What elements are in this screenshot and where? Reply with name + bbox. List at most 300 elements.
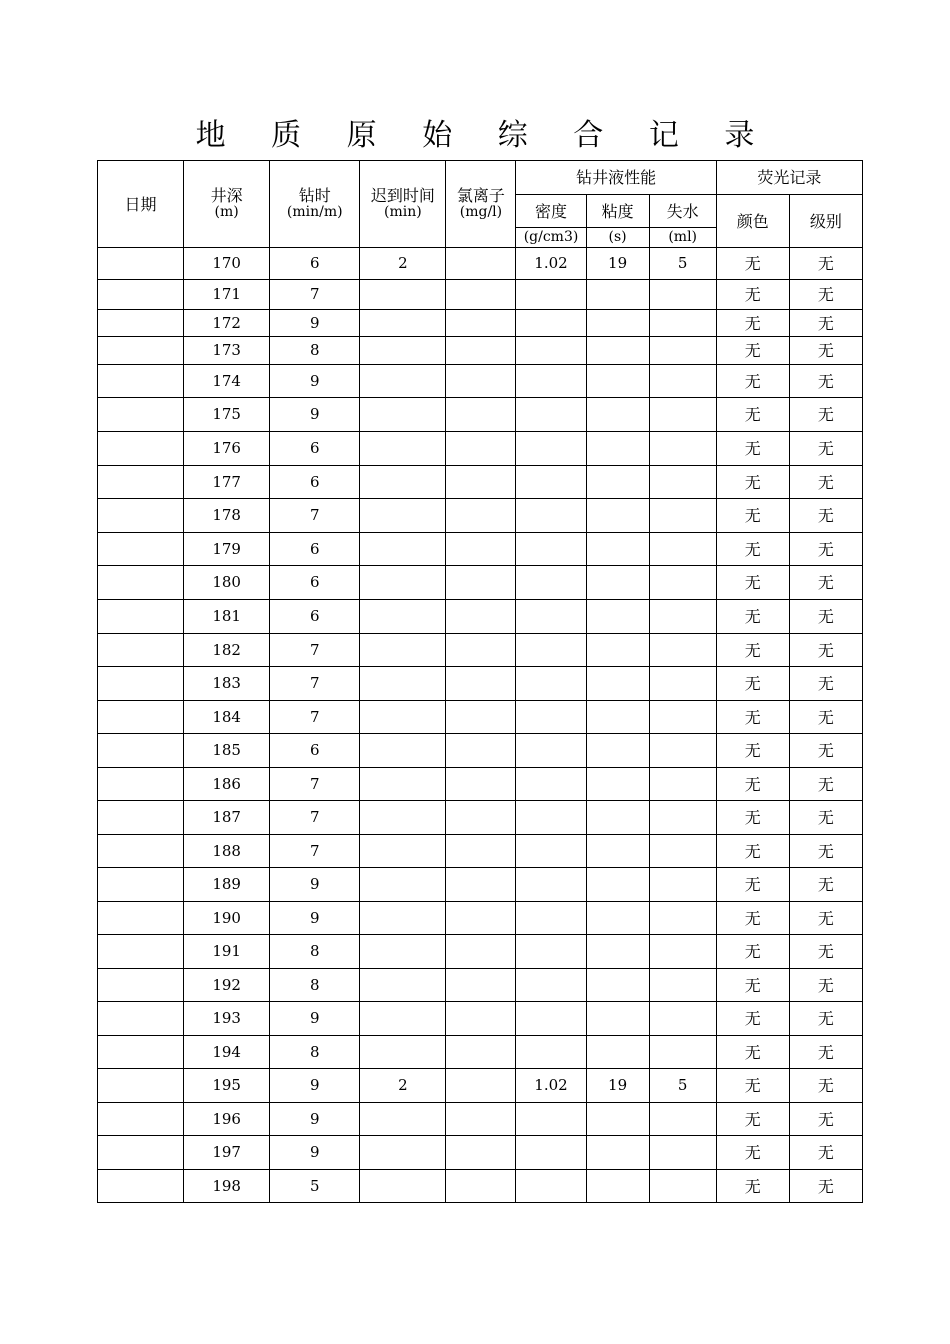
- cell-drill-time: 7: [270, 280, 360, 310]
- cell-viscosity: [586, 868, 649, 902]
- cell-water-loss: [649, 969, 716, 1002]
- cell-drill-time: 9: [270, 365, 360, 398]
- cell-color: 无: [716, 499, 789, 533]
- cell-level: 无: [789, 600, 862, 634]
- cell-lag-time: [360, 634, 446, 667]
- cell-drill-time: 9: [270, 398, 360, 432]
- cell-water-loss: [649, 1036, 716, 1069]
- cell-lag-time: 2: [360, 1069, 446, 1103]
- cell-level: 无: [789, 935, 862, 969]
- cell-chloride: [446, 499, 516, 533]
- cell-date: [98, 634, 184, 667]
- cell-level: 无: [789, 310, 862, 337]
- table-row: [98, 248, 863, 280]
- cell-drill-time: 9: [270, 1136, 360, 1170]
- cell-date: [98, 533, 184, 566]
- table-row: [98, 1002, 863, 1036]
- cell-level: 无: [789, 902, 862, 935]
- cell-water-loss: 5: [649, 1069, 716, 1103]
- cell-level: 无: [789, 337, 862, 365]
- cell-density: [516, 337, 586, 365]
- header-drill-time: 钻时 (min/m): [270, 161, 360, 248]
- cell-water-loss: [649, 667, 716, 701]
- cell-date: [98, 466, 184, 499]
- cell-depth: 172: [184, 310, 270, 337]
- cell-depth: 175: [184, 398, 270, 432]
- cell-viscosity: [586, 734, 649, 768]
- cell-density: [516, 398, 586, 432]
- cell-density: [516, 1103, 586, 1136]
- cell-chloride: [446, 969, 516, 1002]
- cell-lag-time: [360, 398, 446, 432]
- cell-drill-time: 6: [270, 566, 360, 600]
- cell-density: [516, 835, 586, 868]
- cell-lag-time: [360, 1002, 446, 1036]
- cell-level: 无: [789, 1036, 862, 1069]
- cell-date: [98, 310, 184, 337]
- cell-water-loss: [649, 280, 716, 310]
- table-row: [98, 801, 863, 835]
- cell-water-loss: [649, 634, 716, 667]
- cell-color: 无: [716, 310, 789, 337]
- cell-lag-time: [360, 868, 446, 902]
- cell-chloride: [446, 566, 516, 600]
- cell-lag-time: [360, 1170, 446, 1203]
- cell-viscosity: [586, 337, 649, 365]
- cell-color: 无: [716, 248, 789, 280]
- cell-lag-time: [360, 499, 446, 533]
- cell-water-loss: [649, 1002, 716, 1036]
- table-row: [98, 337, 863, 365]
- cell-drill-time: 7: [270, 701, 360, 734]
- cell-depth: 176: [184, 432, 270, 466]
- cell-drill-time: 9: [270, 1002, 360, 1036]
- cell-depth: 191: [184, 935, 270, 969]
- cell-level: 无: [789, 1170, 862, 1203]
- cell-viscosity: [586, 935, 649, 969]
- geology-record-table: [97, 160, 863, 1203]
- cell-drill-time: 7: [270, 835, 360, 868]
- cell-depth: 185: [184, 734, 270, 768]
- cell-density: [516, 432, 586, 466]
- cell-viscosity: 19: [586, 248, 649, 280]
- cell-level: 无: [789, 634, 862, 667]
- cell-chloride: [446, 1170, 516, 1203]
- cell-drill-time: 6: [270, 432, 360, 466]
- cell-chloride: [446, 634, 516, 667]
- table-row: [98, 1136, 863, 1170]
- cell-density: [516, 634, 586, 667]
- cell-depth: 197: [184, 1136, 270, 1170]
- cell-drill-time: 9: [270, 1069, 360, 1103]
- cell-color: 无: [716, 1069, 789, 1103]
- cell-level: 无: [789, 868, 862, 902]
- cell-color: 无: [716, 1103, 789, 1136]
- cell-chloride: [446, 365, 516, 398]
- header-water-loss-unit: (ml): [649, 228, 716, 248]
- cell-chloride: [446, 248, 516, 280]
- cell-lag-time: [360, 365, 446, 398]
- cell-lag-time: [360, 337, 446, 365]
- cell-drill-time: 7: [270, 667, 360, 701]
- cell-water-loss: [649, 600, 716, 634]
- cell-chloride: [446, 835, 516, 868]
- cell-depth: 198: [184, 1170, 270, 1203]
- cell-lag-time: [360, 280, 446, 310]
- cell-depth: 188: [184, 835, 270, 868]
- cell-depth: 189: [184, 868, 270, 902]
- cell-level: 无: [789, 801, 862, 835]
- cell-depth: 173: [184, 337, 270, 365]
- cell-depth: 183: [184, 667, 270, 701]
- cell-depth: 184: [184, 701, 270, 734]
- cell-date: [98, 701, 184, 734]
- cell-drill-time: 6: [270, 600, 360, 634]
- cell-color: 无: [716, 667, 789, 701]
- table-row: [98, 1069, 863, 1103]
- cell-date: [98, 1103, 184, 1136]
- cell-water-loss: [649, 432, 716, 466]
- cell-drill-time: 9: [270, 310, 360, 337]
- table-row: [98, 667, 863, 701]
- cell-color: 无: [716, 868, 789, 902]
- cell-drill-time: 9: [270, 902, 360, 935]
- cell-water-loss: [649, 533, 716, 566]
- cell-chloride: [446, 701, 516, 734]
- header-depth: 井深 (m): [184, 161, 270, 248]
- cell-lag-time: [360, 466, 446, 499]
- cell-chloride: [446, 432, 516, 466]
- cell-color: 无: [716, 969, 789, 1002]
- cell-viscosity: [586, 969, 649, 1002]
- cell-drill-time: 6: [270, 734, 360, 768]
- header-lag-time: 迟到时间 (min): [360, 161, 446, 248]
- cell-viscosity: [586, 634, 649, 667]
- cell-drill-time: 5: [270, 1170, 360, 1203]
- cell-color: 无: [716, 365, 789, 398]
- cell-lag-time: [360, 768, 446, 801]
- cell-drill-time: 9: [270, 1103, 360, 1136]
- header-fluor-group: 荧光记录: [716, 161, 862, 195]
- cell-depth: 192: [184, 969, 270, 1002]
- cell-water-loss: 5: [649, 248, 716, 280]
- cell-viscosity: [586, 801, 649, 835]
- cell-date: [98, 835, 184, 868]
- cell-density: [516, 768, 586, 801]
- cell-water-loss: [649, 835, 716, 868]
- table-row: [98, 600, 863, 634]
- cell-color: 无: [716, 432, 789, 466]
- cell-level: 无: [789, 734, 862, 768]
- cell-date: [98, 248, 184, 280]
- cell-water-loss: [649, 801, 716, 835]
- cell-lag-time: [360, 969, 446, 1002]
- cell-date: [98, 768, 184, 801]
- table-row: [98, 768, 863, 801]
- cell-density: [516, 466, 586, 499]
- cell-color: 无: [716, 835, 789, 868]
- cell-lag-time: [360, 935, 446, 969]
- table-row: [98, 566, 863, 600]
- cell-level: 无: [789, 499, 862, 533]
- table-row: [98, 432, 863, 466]
- cell-level: 无: [789, 365, 862, 398]
- table-row: [98, 701, 863, 734]
- cell-lag-time: [360, 432, 446, 466]
- cell-viscosity: [586, 466, 649, 499]
- header-viscosity: 粘度: [586, 195, 649, 228]
- cell-chloride: [446, 667, 516, 701]
- cell-viscosity: [586, 1136, 649, 1170]
- table-row: [98, 280, 863, 310]
- cell-color: 无: [716, 337, 789, 365]
- cell-color: 无: [716, 1002, 789, 1036]
- table-row: [98, 365, 863, 398]
- cell-chloride: [446, 734, 516, 768]
- cell-lag-time: [360, 1036, 446, 1069]
- cell-date: [98, 801, 184, 835]
- cell-color: 无: [716, 398, 789, 432]
- header-viscosity-unit: (s): [586, 228, 649, 248]
- header-water-loss: 失水: [649, 195, 716, 228]
- cell-chloride: [446, 1036, 516, 1069]
- cell-depth: 174: [184, 365, 270, 398]
- cell-lag-time: [360, 566, 446, 600]
- cell-chloride: [446, 1002, 516, 1036]
- header-chloride: 氯离子 (mg/l): [446, 161, 516, 248]
- cell-color: 无: [716, 701, 789, 734]
- cell-chloride: [446, 600, 516, 634]
- cell-level: 无: [789, 432, 862, 466]
- cell-color: 无: [716, 466, 789, 499]
- cell-chloride: [446, 902, 516, 935]
- cell-density: 1.02: [516, 1069, 586, 1103]
- cell-color: 无: [716, 1136, 789, 1170]
- cell-lag-time: [360, 1136, 446, 1170]
- cell-date: [98, 365, 184, 398]
- cell-viscosity: [586, 365, 649, 398]
- cell-viscosity: [586, 768, 649, 801]
- cell-depth: 193: [184, 1002, 270, 1036]
- cell-viscosity: [586, 600, 649, 634]
- header-color: 颜色: [716, 195, 789, 248]
- cell-level: 无: [789, 280, 862, 310]
- cell-water-loss: [649, 1136, 716, 1170]
- cell-lag-time: [360, 600, 446, 634]
- cell-level: 无: [789, 667, 862, 701]
- cell-viscosity: [586, 1170, 649, 1203]
- cell-viscosity: [586, 310, 649, 337]
- cell-density: [516, 1136, 586, 1170]
- cell-water-loss: [649, 466, 716, 499]
- cell-level: 无: [789, 1103, 862, 1136]
- cell-date: [98, 280, 184, 310]
- cell-color: 无: [716, 634, 789, 667]
- cell-viscosity: [586, 902, 649, 935]
- cell-lag-time: [360, 902, 446, 935]
- cell-depth: 181: [184, 600, 270, 634]
- cell-lag-time: [360, 667, 446, 701]
- cell-lag-time: [360, 310, 446, 337]
- header-fluid-group: 钻井液性能: [516, 161, 716, 195]
- table-row: [98, 533, 863, 566]
- cell-level: 无: [789, 969, 862, 1002]
- cell-depth: 182: [184, 634, 270, 667]
- header-row-1: [98, 161, 863, 195]
- cell-water-loss: [649, 365, 716, 398]
- cell-level: 无: [789, 398, 862, 432]
- table-row: [98, 310, 863, 337]
- cell-drill-time: 7: [270, 634, 360, 667]
- cell-density: [516, 935, 586, 969]
- cell-level: 无: [789, 566, 862, 600]
- table-row: [98, 868, 863, 902]
- cell-date: [98, 1170, 184, 1203]
- cell-density: [516, 868, 586, 902]
- cell-lag-time: [360, 734, 446, 768]
- cell-level: 无: [789, 1002, 862, 1036]
- table-row: [98, 1036, 863, 1069]
- cell-level: 无: [789, 1136, 862, 1170]
- cell-date: [98, 1069, 184, 1103]
- cell-lag-time: [360, 835, 446, 868]
- cell-density: [516, 499, 586, 533]
- cell-date: [98, 432, 184, 466]
- cell-color: 无: [716, 1036, 789, 1069]
- cell-density: [516, 365, 586, 398]
- cell-water-loss: [649, 868, 716, 902]
- table-row: [98, 1103, 863, 1136]
- cell-water-loss: [649, 337, 716, 365]
- header-level: 级别: [789, 195, 862, 248]
- page-title: 地 质 原 始 综 合 记 录: [195, 118, 773, 153]
- cell-date: [98, 499, 184, 533]
- table-row: [98, 935, 863, 969]
- cell-viscosity: [586, 432, 649, 466]
- cell-depth: 180: [184, 566, 270, 600]
- cell-color: 无: [716, 280, 789, 310]
- cell-date: [98, 1036, 184, 1069]
- cell-level: 无: [789, 701, 862, 734]
- cell-level: 无: [789, 248, 862, 280]
- cell-depth: 187: [184, 801, 270, 835]
- cell-drill-time: 8: [270, 935, 360, 969]
- cell-date: [98, 667, 184, 701]
- cell-chloride: [446, 1069, 516, 1103]
- cell-color: 无: [716, 734, 789, 768]
- cell-color: 无: [716, 902, 789, 935]
- cell-date: [98, 1136, 184, 1170]
- cell-chloride: [446, 768, 516, 801]
- cell-density: [516, 1170, 586, 1203]
- cell-water-loss: [649, 310, 716, 337]
- cell-viscosity: [586, 566, 649, 600]
- cell-date: [98, 1002, 184, 1036]
- cell-density: [516, 701, 586, 734]
- cell-date: [98, 868, 184, 902]
- cell-color: 无: [716, 935, 789, 969]
- cell-chloride: [446, 868, 516, 902]
- cell-date: [98, 337, 184, 365]
- cell-depth: 171: [184, 280, 270, 310]
- cell-date: [98, 398, 184, 432]
- cell-drill-time: 8: [270, 337, 360, 365]
- cell-drill-time: 7: [270, 768, 360, 801]
- cell-viscosity: [586, 1036, 649, 1069]
- cell-chloride: [446, 801, 516, 835]
- cell-date: [98, 902, 184, 935]
- cell-drill-time: 6: [270, 248, 360, 280]
- cell-water-loss: [649, 734, 716, 768]
- cell-drill-time: 9: [270, 868, 360, 902]
- cell-date: [98, 969, 184, 1002]
- cell-date: [98, 566, 184, 600]
- cell-level: 无: [789, 533, 862, 566]
- table-row: [98, 634, 863, 667]
- table-row: [98, 466, 863, 499]
- cell-viscosity: [586, 835, 649, 868]
- cell-chloride: [446, 1136, 516, 1170]
- cell-viscosity: [586, 398, 649, 432]
- cell-water-loss: [649, 902, 716, 935]
- cell-density: [516, 280, 586, 310]
- cell-viscosity: [586, 280, 649, 310]
- table-row: [98, 1170, 863, 1203]
- cell-drill-time: 8: [270, 1036, 360, 1069]
- cell-drill-time: 7: [270, 801, 360, 835]
- cell-chloride: [446, 280, 516, 310]
- cell-density: [516, 600, 586, 634]
- cell-drill-time: 7: [270, 499, 360, 533]
- cell-viscosity: [586, 499, 649, 533]
- cell-density: [516, 310, 586, 337]
- cell-chloride: [446, 337, 516, 365]
- cell-color: 无: [716, 566, 789, 600]
- cell-density: [516, 969, 586, 1002]
- cell-date: [98, 600, 184, 634]
- cell-water-loss: [649, 1170, 716, 1203]
- cell-lag-time: [360, 1103, 446, 1136]
- cell-chloride: [446, 466, 516, 499]
- cell-depth: 186: [184, 768, 270, 801]
- cell-density: [516, 734, 586, 768]
- cell-color: 无: [716, 768, 789, 801]
- cell-water-loss: [649, 768, 716, 801]
- cell-chloride: [446, 533, 516, 566]
- table-row: [98, 969, 863, 1002]
- cell-drill-time: 6: [270, 466, 360, 499]
- header-density-unit: (g/cm3): [516, 228, 586, 248]
- cell-density: [516, 1036, 586, 1069]
- cell-chloride: [446, 398, 516, 432]
- cell-viscosity: [586, 1103, 649, 1136]
- cell-viscosity: [586, 533, 649, 566]
- cell-depth: 190: [184, 902, 270, 935]
- cell-lag-time: [360, 801, 446, 835]
- cell-drill-time: 6: [270, 533, 360, 566]
- cell-color: 无: [716, 533, 789, 566]
- cell-depth: 170: [184, 248, 270, 280]
- cell-water-loss: [649, 935, 716, 969]
- cell-lag-time: [360, 701, 446, 734]
- cell-lag-time: 2: [360, 248, 446, 280]
- cell-drill-time: 8: [270, 969, 360, 1002]
- cell-water-loss: [649, 398, 716, 432]
- cell-water-loss: [649, 1103, 716, 1136]
- cell-density: [516, 1002, 586, 1036]
- cell-level: 无: [789, 1069, 862, 1103]
- cell-water-loss: [649, 566, 716, 600]
